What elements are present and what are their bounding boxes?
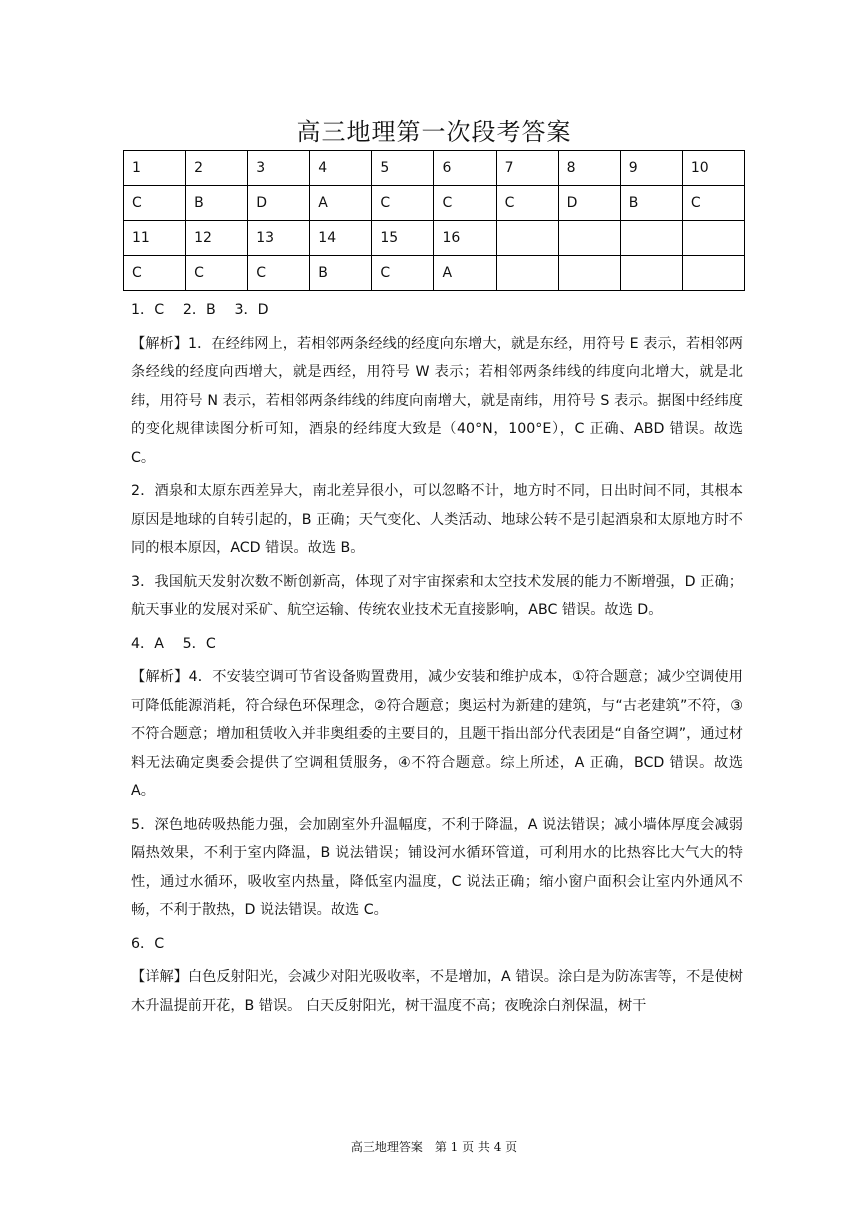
table-cell: D [248, 186, 310, 221]
page-title: 高三地理第一次段考答案 [296, 118, 572, 146]
explanation-q4: 【解析】4．不安装空调可节省设备购置费用，减少安装和维护成本，①符合题意；减少空调使用可降低能源消耗，符合绿色环保理念，②符合题意；奥运村为新建的建筑，与“古老建筑”不符，③不符合题意；增加租赁收入并非奥组委的主要目的，且题干指出部分代表团是“自备空调”，通过材料无法确定奥委会提供了空调租赁服务，④不符合题意。综上所述，A 正确，BCD 错误。故选 A。 [131, 669, 743, 799]
table-cell: C [186, 256, 248, 291]
answer-line-6: 6．C [131, 935, 165, 952]
page-footer: 高三地理答案 第 1 页 共 4 页 [350, 1140, 518, 1154]
table-cell: C [248, 256, 310, 291]
table-cell: 5 [372, 151, 434, 186]
table-cell: 4 [310, 151, 372, 186]
table-cell: 14 [310, 221, 372, 256]
table-cell: 12 [186, 221, 248, 256]
table-row [124, 151, 745, 186]
table-cell: B [620, 186, 682, 221]
table-cell: 2 [186, 151, 248, 186]
table-cell [682, 256, 744, 291]
table-cell: 1 [124, 151, 186, 186]
table-cell: 6 [434, 151, 496, 186]
table-cell: 15 [372, 221, 434, 256]
table-cell: 11 [124, 221, 186, 256]
answer-explanations [131, 296, 743, 1025]
table-cell: 7 [496, 151, 558, 186]
table-cell [620, 221, 682, 256]
table-cell: C [682, 186, 744, 221]
table-cell: A [434, 256, 496, 291]
explanation-q5: 5．深色地砖吸热能力强，会加剧室外升温幅度，不利于降温，A 说法错误；减小墙体厚度会减弱隔热效果，不利于室内降温，B 说法错误；铺设河水循环管道，可利用水的比热容比大气大的特性，通过水循环，吸收室内热量，降低室内温度，C 说法正确；缩小窗户面积会让室内外通风不畅，不利于散热，D 说法错误。故选 C。 [131, 816, 743, 918]
table-cell: 9 [620, 151, 682, 186]
table-cell: C [372, 256, 434, 291]
table-cell: B [310, 256, 372, 291]
table-cell [620, 256, 682, 291]
table-cell: C [372, 186, 434, 221]
explanation-q1: 【解析】1．在经纬网上，若相邻两条经线的经度向东增大，就是东经，用符号 E 表示，若相邻两条经线的经度向西增大，就是西经，用符号 W 表示；若相邻两条纬线的纬度向北增大，就是北纬，用符号 N 表示，若相邻两条纬线的纬度向南增大，就是南纬，用符号 S 表示。据图中经纬度的变化规律读图分析可知，酒泉的经纬度大致是（40°N，100°E），C 正确、ABD 错误。故选 C。 [131, 335, 743, 466]
table-cell: C [496, 186, 558, 221]
table-cell: 10 [682, 151, 744, 186]
table-cell [496, 256, 558, 291]
table-cell: D [558, 186, 620, 221]
table-cell [496, 221, 558, 256]
table-cell: B [186, 186, 248, 221]
table-cell [558, 256, 620, 291]
table-cell: C [434, 186, 496, 221]
table-cell: 3 [248, 151, 310, 186]
answer-line-1-3: 1．C 2．B 3．D [131, 302, 269, 318]
table-cell: 13 [248, 221, 310, 256]
table-cell [558, 221, 620, 256]
explanation-q6: 【详解】白色反射阳光，会减少对阳光吸收率，不是增加，A 错误。涂白是为防冻害等，不是使树木升温提前开花，B 错误。 白天反射阳光，树干温度不高；夜晚涂白剂保温，树干 [131, 969, 743, 1014]
table-cell: 8 [558, 151, 620, 186]
table-cell: C [124, 186, 186, 221]
table-row [124, 186, 745, 221]
table-cell: A [310, 186, 372, 221]
table-cell: 16 [434, 221, 496, 256]
table-row [124, 256, 745, 291]
table-cell [682, 221, 744, 256]
explanation-q2: 2．酒泉和太原东西差异大，南北差异很小，可以忽略不计，地方时不同，日出时间不同，其根本原因是地球的自转引起的，B 正确；天气变化、人类活动、地球公转不是引起酒泉和太原地方时不同的根本原因，ACD 错误。故选 B。 [131, 483, 743, 556]
explanation-q3: 3．我国航天发射次数不断创新高，体现了对宇宙探索和太空技术发展的能力不断增强，D 正确；航天事业的发展对采矿、航空运输、传统农业技术无直接影响，ABC 错误。故选 D。 [131, 573, 743, 618]
answer-line-4-5: 4．A 5．C [131, 635, 216, 652]
table-cell: C [124, 256, 186, 291]
table-row [124, 221, 745, 256]
answer-table [123, 150, 745, 291]
